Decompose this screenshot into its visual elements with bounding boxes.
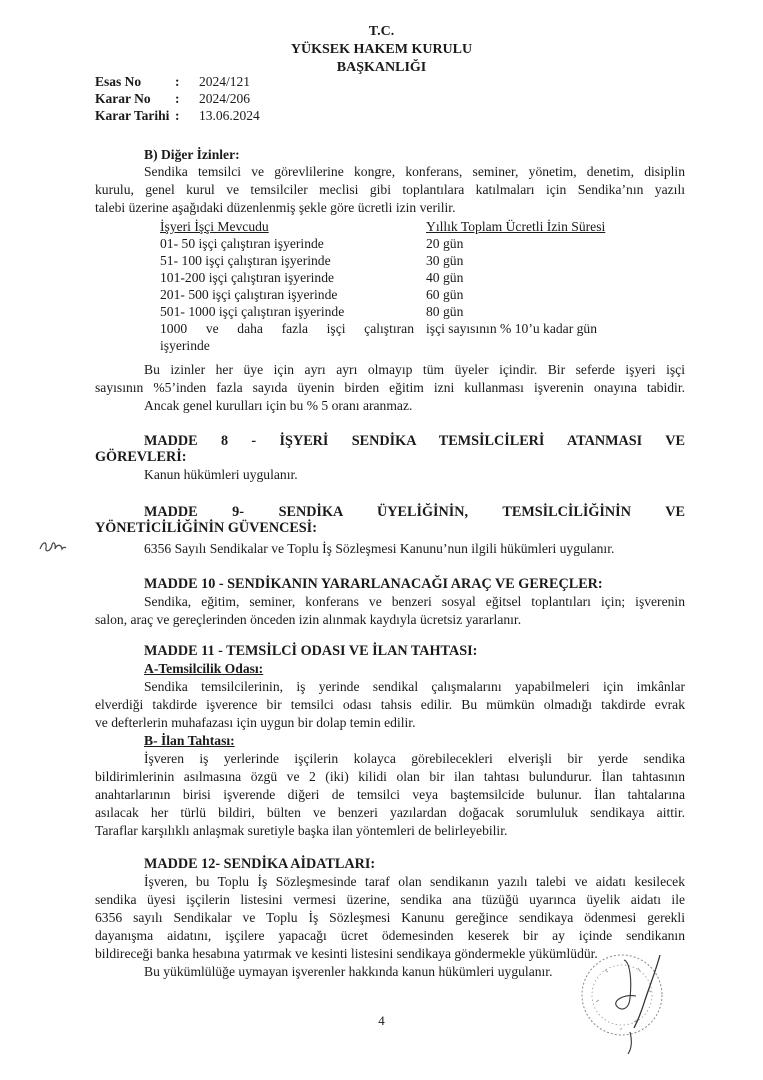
madde12-body-1: İşveren, bu Toplu İş Sözleşmesinde taraf olan sendikanın yazılı talebi ve aidatı kesilecek — [144, 874, 685, 889]
madde10-title: MADDE 10 - SENDİKANIN YARARLANACAĞI ARAÇ VE GEREÇLER: — [144, 576, 603, 592]
madde8-title-2: GÖREVLERİ: — [95, 449, 187, 465]
meta-value: 2024/121 — [199, 74, 251, 89]
madde12-body-3: 6356 sayılı Sendikalar ve Toplu İş Sözleşmesi Kanunu gereğince sendikaya ödenmesi gerekli — [95, 910, 685, 925]
madde8-title-1: MADDE 8 - İŞYERİ SENDİKA TEMSİLCİLERİ ATANMASI VE — [144, 433, 685, 449]
official-stamp-icon — [560, 950, 690, 1060]
madde12-body-5: bildireceği banka hesabına yatırmak ve kesinti listesini sendikaya göndermekle yükümlüdür. — [95, 946, 598, 961]
madde12-body-2: sendika üyesi işçilerin listesini vermesi üzerine, sendika ana tüzüğü uyarınca üyelik aidatı ile — [95, 892, 685, 907]
section-b-after-3: Ancak genel kurulları için bu % 5 oranı aranmaz. — [144, 398, 413, 413]
page-number: 4 — [378, 1013, 385, 1028]
meta-value: 13.06.2024 — [199, 108, 260, 123]
madde11-b-body-2: bildirimlerinin asılmasına özgü ve 2 (iki) kilidi olan bir ilan tahtası bulundurur. İlan tahtasının — [95, 769, 685, 784]
table-row: 501- 1000 işçi çalıştıran işyerinde 80 gün — [160, 304, 464, 319]
madde8-body: Kanun hükümleri uygulanır. — [144, 467, 298, 482]
madde10-body-2: salon, araç ve gereçlerinden önceden izin alınmak kaydıyla ücretsiz yararlanır. — [95, 612, 522, 627]
madde11-sub-a: A-Temsilcilik Odası: — [144, 661, 264, 676]
meta-value: 2024/206 — [199, 91, 251, 106]
meta-label: Esas No — [95, 74, 142, 89]
madde11-title: MADDE 11 - TEMSİLCİ ODASI VE İLAN TAHTASI: — [144, 643, 478, 659]
madde11-b-body-4: asılacak her türlü bildiri, bülten ve benzeri yazılardan doğacak sorumluluk sendikaya aittir. — [95, 805, 685, 820]
meta-tarih: Karar Tarihi : 13.06.2024 — [95, 108, 260, 123]
meta-esas: Esas No : 2024/121 — [95, 74, 251, 89]
madde12-title: MADDE 12- SENDİKA AİDATLARI: — [144, 856, 376, 872]
section-b-after-2: sayısının %5’inden fazla sayıda üyenin birden eğitim izni kullanması işverenin onayına tabidir. — [95, 380, 685, 395]
madde11-b-body-3: anahtarlarının birisi işverende diğeri de temsilci veya baştemsilcide bulunur. İlan tahtalarına — [95, 787, 685, 802]
madde9-title-2: YÖNETİCİLİĞİNİN GÜVENCESİ: — [95, 520, 317, 536]
section-b-after-1: Bu izinler her üye için ayrı ayrı olmayıp tüm üyeler içindir. Bir seferde işyeri işçi — [144, 362, 685, 377]
meta-karar: Karar No : 2024/206 — [95, 91, 251, 106]
section-b-title: B) Diğer İzinler: — [144, 147, 240, 162]
madde11-a-body-3: ve defterlerin muhafazası için uygun bir dolap temin edilir. — [95, 715, 416, 730]
madde9-body: 6356 Sayılı Sendikalar ve Toplu İş Sözleşmesi Kanunu’nun ilgili hükümleri uygulanır. — [144, 541, 615, 556]
table-header-row — [160, 218, 605, 235]
madde11-b-body-5: Taraflar karşılıklı anlaşmak suretiyle başka ilan yöntemleri de belirleyebilir. — [95, 823, 508, 838]
table-row: 201- 500 işçi çalıştıran işyerinde 60 gün — [160, 287, 464, 302]
leave-table — [160, 218, 605, 354]
section-b-intro-1: Sendika temsilci ve görevlilerine kongre, konferans, seminer, yönetim, denetim, disiplin — [144, 164, 685, 179]
table-row: 101-200 işçi çalıştıran işyerinde 40 gün — [160, 270, 464, 285]
header-institution: YÜKSEK HAKEM KURULU — [290, 42, 473, 57]
table-header-left: İşyeri İşçi Mevcudu — [160, 219, 269, 234]
meta-label: Karar No — [95, 91, 151, 106]
meta-label: Karar Tarihi — [95, 108, 170, 123]
madde11-a-body-2: elverdiği takdirde işverence bir temsilci odası tahsis edilir. Bu mümkün olmadığı takdirde evrak — [95, 697, 685, 712]
madde12-last: Bu yükümlülüğe uymayan işverenler hakkında kanun hükümleri uygulanır. — [144, 964, 553, 979]
margin-initials-icon — [38, 535, 68, 557]
table-header-right: Yıllık Toplam Ücretli İzin Süresi — [426, 219, 606, 234]
table-row-last: 1000 ve daha fazla işçi çalıştıran işçi sayısının % 10’u kadar gün — [160, 321, 598, 336]
table-row: 51- 100 işçi çalıştıran işyerinde 30 gün — [160, 253, 464, 268]
section-b-intro-3: talebi üzerine aşağıdaki düzenlenmiş şekle göre ücretli izin verilir. — [95, 200, 456, 215]
case-meta — [95, 73, 260, 124]
madde10-body-1: Sendika, eğitim, seminer, konferans ve benzeri sosyal eğitsel toplantıları için; işverenin — [144, 594, 685, 609]
madde11-a-body-1: Sendika temsilcilerinin, iş yerinde sendikal çalışmalarını yapabilmeleri için imkânlar — [144, 679, 685, 694]
table-row-last-cont: işyerinde — [160, 338, 210, 353]
header-presidency: BAŞKANLIĞI — [336, 60, 427, 75]
madde11-sub-b: B- İlan Tahtası: — [144, 733, 235, 748]
section-b-intro-2: kurulu, genel kurul ve temsilciler meclisi gibi toplantılara katılmaları için Sendika’nın yazılı — [95, 182, 685, 197]
madde11-b-body-1: İşveren iş yerlerinde işçilerin kolayca görebilecekleri elverişli bir yerde sendika — [144, 751, 685, 766]
header-tc: T.C. — [368, 24, 395, 39]
madde12-body-4: dayanışma aidatını, işçilere yapacağı ücret ödemesinden keserek bir ay içinde sendikanın — [95, 928, 685, 943]
madde9-title-1: MADDE 9- SENDİKA ÜYELİĞİNİN, TEMSİLCİLİĞİNİN VE — [144, 504, 685, 520]
table-row: 01- 50 işçi çalıştıran işyerinde 20 gün — [160, 236, 464, 251]
